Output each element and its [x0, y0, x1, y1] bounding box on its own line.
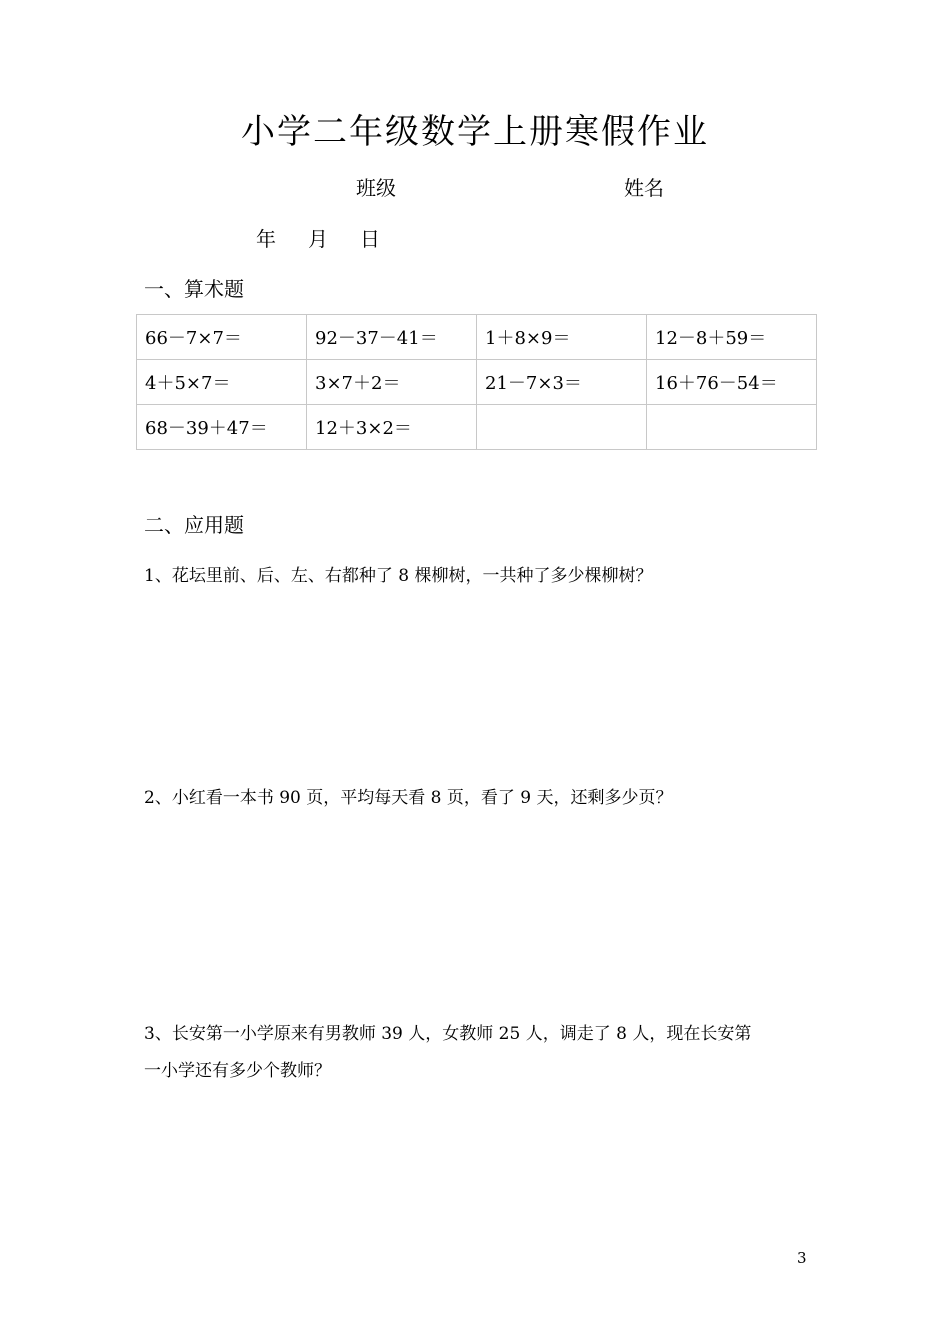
- date-row: [256, 223, 412, 252]
- arithmetic-table: [136, 314, 817, 450]
- table-row: [137, 405, 817, 450]
- date-day: 日: [360, 227, 380, 251]
- date-year: 年: [256, 227, 276, 251]
- table-cell: [647, 405, 817, 450]
- table-cell: 12－8＋59＝: [647, 315, 817, 360]
- table-cell: 4＋5×7＝: [137, 360, 307, 405]
- word-problem-3: 3、长安第一小学原来有男教师 39 人，女教师 25 人，调走了 8 人，现在长安第: [144, 1024, 752, 1044]
- table-cell: 21－7×3＝: [477, 360, 647, 405]
- table-row: [137, 315, 817, 360]
- table-row: [137, 360, 817, 405]
- table-cell: 16＋76－54＝: [647, 360, 817, 405]
- word-problem-2: 2、小红看一本书 90 页，平均每天看 8 页，看了 9 天，还剩多少页？: [144, 788, 673, 808]
- table-cell: [477, 405, 647, 450]
- page-title: 小学二年级数学上册寒假作业: [241, 112, 709, 152]
- page-number: 3: [797, 1249, 807, 1267]
- date-month: 月: [308, 227, 328, 251]
- table-cell: 68－39＋47＝: [137, 405, 307, 450]
- table-cell: 3×7＋2＝: [307, 360, 477, 405]
- class-label: 班级: [356, 176, 396, 200]
- table-cell: 1＋8×9＝: [477, 315, 647, 360]
- table-cell: 12＋3×2＝: [307, 405, 477, 450]
- word-problem-1: 1、花坛里前、后、左、右都种了 8 棵柳树，一共种了多少棵柳树？: [144, 566, 653, 586]
- table-cell: 66－7×7＝: [137, 315, 307, 360]
- section-arithmetic-heading: 一、算术题: [144, 277, 244, 301]
- word-problem-3-continued: 一小学还有多少个教师？: [144, 1061, 331, 1081]
- table-cell: 92－37－41＝: [307, 315, 477, 360]
- name-label: 姓名: [624, 176, 664, 200]
- section-word-problems-heading: 二、应用题: [144, 513, 244, 537]
